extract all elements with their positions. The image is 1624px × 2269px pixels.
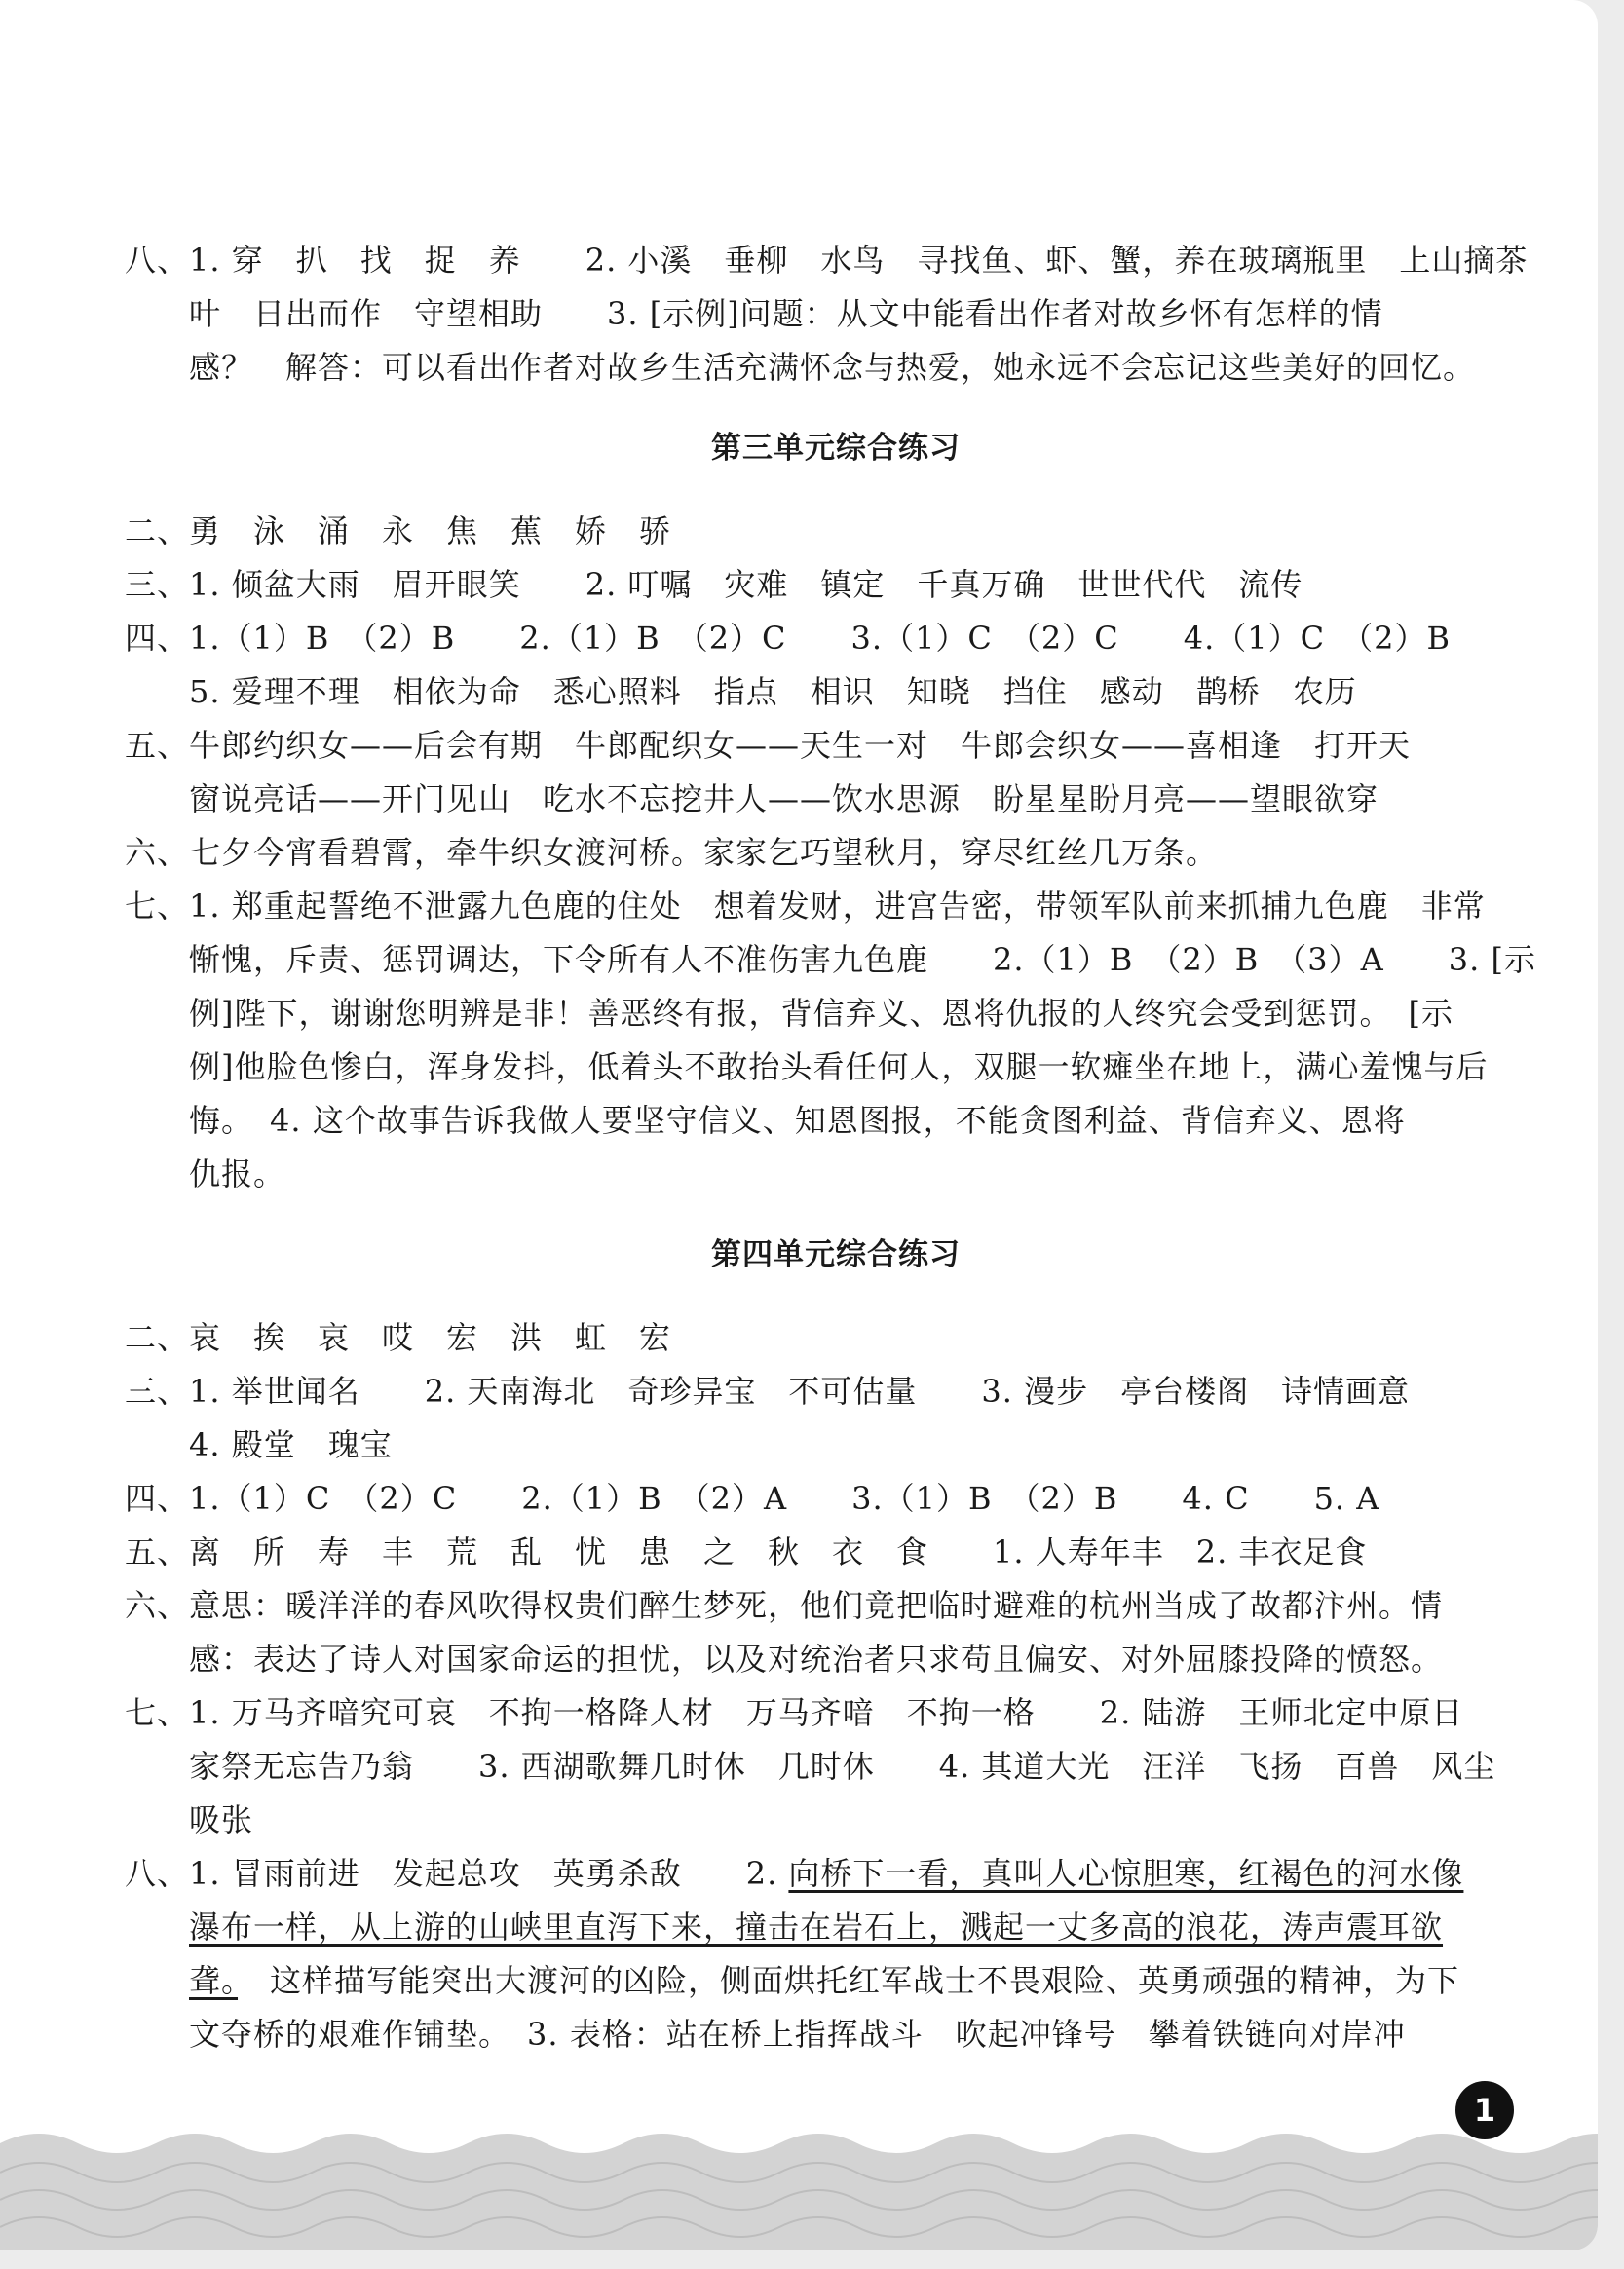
answer-paragraph [125, 234, 1529, 395]
answer-line: 窗说亮话——开门见山 吃水不忘挖井人——饮水思源 盼星星盼月亮——望眼欲穿 [189, 780, 1379, 817]
answer-line: 七、1. 郑重起誓绝不泄露九色鹿的住处 想着发财，进宫告密，带领军队前来抓捕九色鹿 非常 [125, 888, 1486, 925]
answer-line: 八、1. 穿 扒 找 捉 养 2. 小溪 垂柳 水鸟 寻找鱼、虾、蟹，养在玻璃瓶里 上山摘茶 [125, 242, 1529, 279]
answer-paragraph [125, 1365, 1411, 1472]
answer-line: 六、意思：暖洋洋的春风吹得权贵们醉生梦死，他们竟把临时避难的杭州当成了故都汴州。情 [125, 1587, 1444, 1624]
answer-paragraph [125, 612, 1452, 719]
answer-line: 四、1.（1）B （2）B 2.（1）B （2）C 3.（1）C （2）C 4.（1）C （2）B [125, 620, 1452, 657]
answer-paragraph [125, 1472, 1401, 1526]
answer-paragraph [125, 1311, 1401, 1365]
answer-line [125, 1954, 1460, 2008]
answer-content [125, 234, 1536, 2061]
answer-line: 家祭无忘告乃翁 3. 西湖歌舞几时休 几时休 4. 其道大光 汪洋 飞扬 百兽 风尘 [189, 1748, 1496, 1785]
answer-line: 惭愧，斥责、惩罚调达，下令所有人不准伤害九色鹿 2.（1）B （2）B （3）A 3. [示 [189, 941, 1536, 978]
answer-line: 三、1. 倾盆大雨 眉开眼笑 2. 叮嘱 灾难 镇定 千真万确 世世代代 流传 [125, 566, 1303, 603]
answer-line [125, 1901, 1444, 1954]
underlined-quote: 向桥下一看，真叫人心惊胆寒，红褐色的河水像 [788, 1855, 1464, 1892]
answer-paragraph [125, 719, 1412, 826]
answer-line: 五、离 所 寿 丰 荒 乱 忧 患 之 秋 衣 食 1. 人寿年丰 2. 丰衣足食 [125, 1533, 1368, 1570]
answer-line: 感？ 解答：可以看出作者对故乡生活充满怀念与热爱，她永远不会忘记这些美好的回忆。 [189, 349, 1476, 386]
answer-paragraph [125, 558, 1401, 612]
answer-paragraph [125, 880, 1536, 1201]
answer-line: 五、牛郎约织女——后会有期 牛郎配织女——天生一对 牛郎会织女——喜相逢 打开天 [125, 727, 1412, 764]
answer-paragraph [125, 1579, 1444, 1686]
answer-line: 文夺桥的艰难作铺垫。 3. 表格：站在桥上指挥战斗 吹起冲锋号 攀着铁链向对岸冲 [189, 2016, 1406, 2053]
wave-footer-decoration [0, 2104, 1598, 2250]
answer-paragraph [125, 1686, 1496, 1847]
answer-paragraph [125, 505, 1401, 558]
answer-line [125, 1847, 1464, 1901]
answer-paragraph [125, 1526, 1401, 1579]
answer-line: 例]他脸色惨白，浑身发抖，低着头不敢抬头看任何人，双腿一软瘫坐在地上，满心羞愧与后 [189, 1048, 1489, 1085]
section-title: 第三单元综合练习 [711, 431, 961, 466]
section-title: 第四单元综合练习 [711, 1237, 961, 1272]
answer-line: 四、1.（1）C （2）C 2.（1）B （2）A 3.（1）B （2）B 4. C 5. A [125, 1480, 1380, 1517]
underlined-quote: 瀑布一样，从上游的山峡里直泻下来，撞击在岩石上，溅起一丈多高的浪花，涛声震耳欲 [189, 1909, 1444, 1946]
answer-line: 叶 日出而作 守望相助 3. [示例]问题：从文中能看出作者对故乡怀有怎样的情 [189, 295, 1383, 332]
answer-line: 六、七夕今宵看碧霄，牵牛织女渡河桥。家家乞巧望秋月，穿尽红丝几万条。 [125, 834, 1219, 871]
underlined-quote: 聋。 [189, 1962, 239, 1999]
answer-paragraph [125, 826, 1401, 880]
answer-line: 仇报。 [189, 1155, 286, 1192]
page-number-badge: 1 [1455, 2081, 1514, 2139]
answer-line: 感：表达了诗人对国家命运的担忧，以及对统治者只求苟且偏安、对外屈膝投降的愤怒。 [189, 1641, 1444, 1678]
answer-line: 七、1. 万马齐喑究可哀 不拘一格降人材 万马齐喑 不拘一格 2. 陆游 王师北定中原日 [125, 1694, 1464, 1731]
answer-text: 这样描写能突出大渡河的凶险，侧面烘托红军战士不畏艰险、英勇顽强的精神，为下 [238, 1962, 1460, 1999]
answer-line: 5. 爱理不理 相依为命 悉心照料 指点 相识 知晓 挡住 感动 鹊桥 农历 [189, 673, 1357, 710]
answer-paragraph-underlined [125, 1847, 1464, 2061]
answer-line: 二、哀 挨 哀 哎 宏 洪 虹 宏 [125, 1319, 672, 1356]
answer-line: 二、勇 泳 涌 永 焦 蕉 娇 骄 [125, 512, 672, 549]
answer-line: 三、1. 举世闻名 2. 天南海北 奇珍异宝 不可估量 3. 漫步 亭台楼阁 诗情画意 [125, 1373, 1411, 1410]
answer-line: 例]陛下，谢谢您明辨是非！善恶终有报，背信弃义、恩将仇报的人终究会受到惩罚。 [示 [189, 995, 1454, 1032]
answer-line: 吸张 [189, 1801, 254, 1838]
answer-text: 八、1. 冒雨前进 发起总攻 英勇杀敌 2. [125, 1855, 789, 1892]
answer-line: 4. 殿堂 瑰宝 [189, 1426, 393, 1463]
answer-line: 悔。 4. 这个故事告诉我做人要坚守信义、知恩图报，不能贪图利益、背信弃义、恩将 [189, 1102, 1406, 1139]
